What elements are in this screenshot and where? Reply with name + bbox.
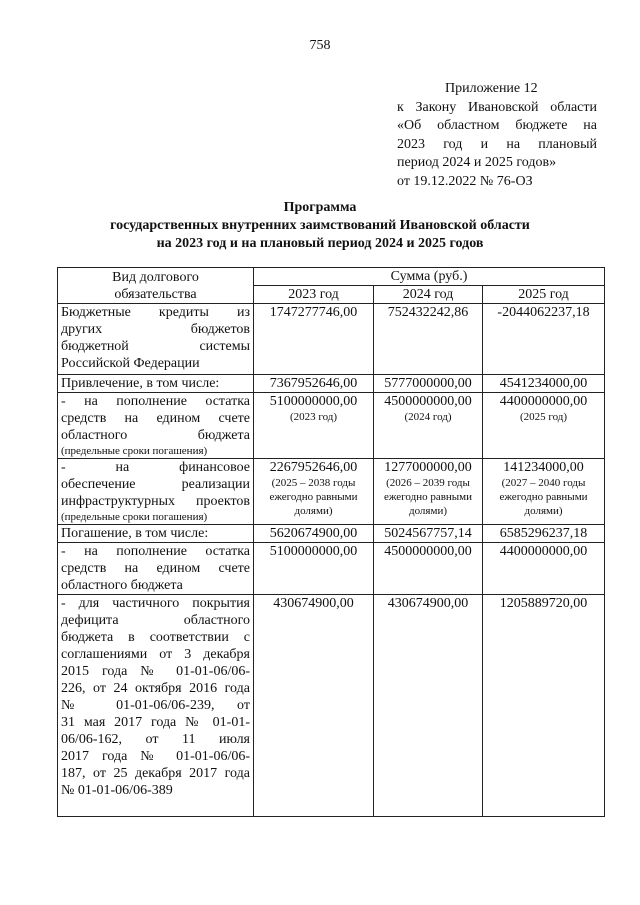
table-row xyxy=(58,393,605,459)
amount-cell: 430674900,00 xyxy=(254,595,374,817)
label-line: 226, от 24 октября 2016 года xyxy=(61,681,250,696)
header-year: 2025 год xyxy=(483,286,605,304)
label-line: других бюджетов xyxy=(61,322,250,337)
appendix-line: 2023 год и на плановый xyxy=(397,136,597,152)
label-line: Российской Федерации xyxy=(61,356,200,371)
label-line: обеспечение реализации xyxy=(61,477,250,492)
amount-cell: 7367952646,00 xyxy=(254,375,374,393)
header-type-line: Вид долгового xyxy=(112,269,199,285)
amount-cell: 5620674900,00 xyxy=(254,525,374,543)
amount-cell: 430674900,00 xyxy=(374,595,483,817)
amount-note: (2027 – 2040 годы ежегодно равными долями) xyxy=(499,477,588,517)
table-row xyxy=(58,525,605,543)
amount-note: (2025 – 2038 годы ежегодно равными долями) xyxy=(269,477,358,517)
table-row xyxy=(58,543,605,595)
amount-value: 4500000000,00 xyxy=(384,394,472,409)
row-label xyxy=(58,543,254,595)
row-label xyxy=(58,595,254,817)
amount-value: 4400000000,00 xyxy=(499,394,588,409)
appendix-header xyxy=(397,80,597,191)
table-header-row xyxy=(58,268,605,286)
label-line: Бюджетные кредиты из xyxy=(61,305,250,320)
amount-cell: 752432242,86 xyxy=(374,304,483,375)
label-line: бюджетной системы xyxy=(61,339,250,354)
label-line: средств на едином счете xyxy=(61,561,250,576)
label-line: № 01-01-06/06-239, от xyxy=(61,698,250,713)
amount-cell xyxy=(254,459,374,525)
amount-cell: 1747277746,00 xyxy=(254,304,374,375)
appendix-line: Приложение 12 xyxy=(445,81,538,96)
amount-cell: -2044062237,18 xyxy=(483,304,605,375)
amount-value: 2267952646,00 xyxy=(269,460,358,475)
appendix-line: «Об областном бюджете на xyxy=(397,118,597,133)
amount-note: (2024 год) xyxy=(404,411,452,423)
appendix-line: период 2024 и 2025 годов» xyxy=(397,155,557,170)
header-year: 2024 год xyxy=(374,286,483,304)
amount-value: 141234000,00 xyxy=(503,460,584,475)
label-line: 31 мая 2017 года № 01-01- xyxy=(61,715,250,730)
header-type xyxy=(58,268,254,304)
page-number: 758 xyxy=(309,38,331,53)
amount-cell xyxy=(374,459,483,525)
label-line: 2017 года № 01-01-06/06- xyxy=(61,749,250,764)
amount-value: 1277000000,00 xyxy=(384,460,472,475)
amount-cell xyxy=(483,459,605,525)
label-line: 06/06-162, от 11 июля xyxy=(61,732,250,747)
header-sum: Сумма (руб.) xyxy=(254,268,605,286)
table-row xyxy=(58,595,605,817)
table-row xyxy=(58,375,605,393)
amount-cell: 4541234000,00 xyxy=(483,375,605,393)
amount-cell: 4400000000,00 xyxy=(483,543,605,595)
title-line: государственных внутренних заимствований Ивановской области xyxy=(110,218,530,233)
label-line: средств на едином счете xyxy=(61,411,250,426)
label-line: бюджета в соответствии с xyxy=(61,630,250,645)
label-line: № 01-01-06/06-389 xyxy=(61,783,173,798)
amount-cell: 5777000000,00 xyxy=(374,375,483,393)
table-row xyxy=(58,459,605,525)
title-line: Программа xyxy=(283,200,357,215)
label-note: (предельные сроки погашения) xyxy=(61,445,208,457)
row-label: Погашение, в том числе: xyxy=(58,525,254,543)
appendix-line: от 19.12.2022 № 76-ОЗ xyxy=(397,173,533,189)
amount-cell xyxy=(254,393,374,459)
title-line: на 2023 год и на плановый период 2024 и 2025 годов xyxy=(156,236,484,251)
label-line: областного бюджета xyxy=(61,428,250,443)
amount-cell: 1205889720,00 xyxy=(483,595,605,817)
amount-note: (2023 год) xyxy=(289,411,338,423)
borrowings-table xyxy=(57,267,605,817)
row-label xyxy=(58,393,254,459)
document-title xyxy=(0,199,640,253)
label-line: соглашениями от 3 декабря xyxy=(61,647,250,662)
row-label xyxy=(58,304,254,375)
amount-cell: 6585296237,18 xyxy=(483,525,605,543)
amount-note: (2026 – 2039 годы ежегодно равными долями) xyxy=(383,477,473,517)
label-line: 2015 года № 01-01-06/06- xyxy=(61,664,250,679)
label-line: 187, от 25 декабря 2017 года xyxy=(61,766,250,781)
amount-cell: 5024567757,14 xyxy=(374,525,483,543)
amount-cell: 4500000000,00 xyxy=(374,543,483,595)
row-label xyxy=(58,459,254,525)
label-note: (предельные сроки погашения) xyxy=(61,511,208,523)
row-label: Привлечение, в том числе: xyxy=(58,375,254,393)
amount-value: 5100000000,00 xyxy=(269,394,358,409)
header-year: 2023 год xyxy=(254,286,374,304)
amount-note: (2025 год) xyxy=(519,411,568,423)
amount-cell xyxy=(374,393,483,459)
label-line: - для частичного покрытия xyxy=(61,596,250,611)
label-line: дефицита областного xyxy=(61,613,250,628)
label-line: - на пополнение остатка xyxy=(61,394,250,409)
appendix-line: к Закону Ивановской области xyxy=(397,99,597,115)
table-row xyxy=(58,304,605,375)
amount-cell: 5100000000,00 xyxy=(254,543,374,595)
label-line: - на финансовое xyxy=(61,460,250,475)
amount-cell xyxy=(483,393,605,459)
label-line: - на пополнение остатка xyxy=(61,544,250,559)
label-line: инфраструктурных проектов xyxy=(61,494,250,509)
header-type-line: обязательства xyxy=(114,286,197,302)
label-line: областного бюджета xyxy=(61,578,183,593)
